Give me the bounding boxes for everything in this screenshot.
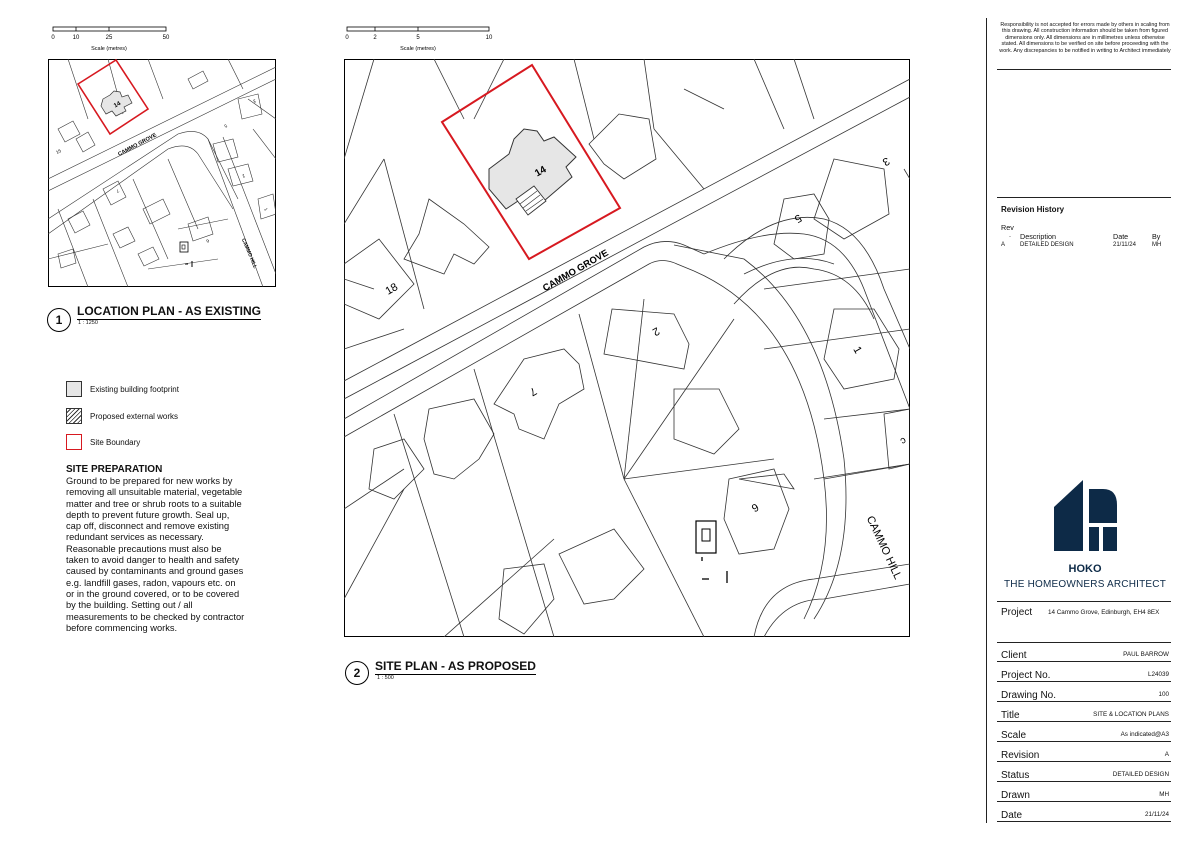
field-label: Title	[1001, 710, 1020, 721]
revision-row-description: DETAILED DESIGN	[1020, 242, 1074, 248]
location-plan-title: LOCATION PLAN - AS EXISTING	[77, 304, 262, 318]
scale-tick: 50	[162, 35, 170, 41]
field-row-drawn	[997, 782, 1171, 802]
field-value: PAUL BARROW	[1123, 651, 1169, 658]
map-label-number: 15	[55, 148, 62, 155]
location-scale-bar	[50, 26, 172, 52]
view-number-1	[47, 308, 71, 332]
field-row-client	[997, 642, 1171, 662]
notes-body: Ground to be prepared for new works by removing all unsuitable material, vegetable matter and tree or shrub roots to a suitable depth to prevent future growth. Seal up, cap off, disconnect and remove existing redundant services as necessary. Reasonable precautions must also be taken to avoid danger to health and safety caused by contaminants and ground gases e.g. landfill gases, radon, vapours etc. on or in the ground covered, or to be covered by the building. Setting out / all measurements to be checked by contractor before commencing works.	[66, 476, 245, 633]
field-row-revision	[997, 742, 1171, 762]
field-value: SITE & LOCATION PLANS	[1093, 711, 1169, 718]
revision-row-rev: A	[1001, 242, 1006, 248]
revision-row-date: 21/11/24	[1113, 242, 1136, 248]
site-plan-drawing	[344, 59, 910, 637]
scale-tick: 10	[485, 35, 493, 41]
divider	[997, 69, 1171, 70]
scale-title: Scale (metres)	[400, 46, 436, 52]
revision-header-date: Date	[1113, 232, 1129, 241]
revision-rev-label: Rev	[1001, 223, 1014, 232]
field-label: Revision	[1001, 750, 1040, 761]
map-label-number: 6	[205, 238, 210, 244]
field-value: 21/11/24	[1144, 811, 1169, 818]
scale-tick: 0	[51, 35, 55, 41]
scale-title: Scale (metres)	[91, 46, 127, 52]
map-label-number: 2	[650, 324, 662, 338]
field-label: Client	[1001, 650, 1027, 661]
location-plan-drawing	[48, 59, 276, 287]
legend-label: Existing building footprint	[90, 384, 179, 394]
field-label: Status	[1001, 770, 1030, 781]
field-label: Drawing No.	[1001, 690, 1057, 701]
scale-tick: 2	[373, 35, 377, 41]
legend-item-proposed	[66, 408, 178, 424]
proposed-works-swatch	[66, 408, 82, 424]
revision-dot: .	[1009, 230, 1011, 239]
legend-item-existing	[66, 381, 179, 397]
project-label: Project	[1001, 607, 1033, 618]
map-label-number: 2	[241, 173, 246, 179]
view-number-2	[345, 661, 369, 685]
field-value: As indicated@A3	[1120, 731, 1169, 738]
revision-row-by: MH	[1152, 242, 1162, 248]
scale-tick: 5	[416, 35, 420, 41]
field-value: DETAILED DESIGN	[1112, 771, 1169, 778]
revision-history-title: Revision History	[1001, 205, 1065, 214]
scale-tick: 0	[345, 35, 349, 41]
map-label-road-hill: CAMMO HILL	[239, 237, 258, 270]
divider	[997, 197, 1171, 198]
notes-heading: SITE PREPARATION	[66, 464, 163, 475]
map-label-number: 3	[252, 98, 257, 104]
title-block-fields	[997, 642, 1171, 822]
project-value: 14 Cammo Grove, Edinburgh, EH4 8EX	[1048, 609, 1160, 616]
view-number: 1	[55, 313, 63, 327]
map-label-plot: 14	[533, 164, 549, 180]
location-plan-map	[48, 59, 276, 287]
location-scale-bar-graphic	[50, 26, 172, 52]
house-logo-icon	[1053, 477, 1119, 552]
scale-tick: 25	[105, 35, 113, 41]
site-plan-title: SITE PLAN - AS PROPOSED	[375, 659, 536, 673]
map-label-number: 6	[749, 500, 761, 514]
site-plan-map	[344, 59, 910, 637]
legend-item-boundary	[66, 434, 140, 450]
field-row-project-no	[997, 662, 1171, 682]
title-block-border	[986, 18, 987, 823]
field-row-status	[997, 762, 1171, 782]
field-label: Project No.	[1001, 670, 1051, 681]
scale-tick: 10	[72, 35, 80, 41]
field-label: Date	[1001, 810, 1023, 821]
brand-name: HOKO	[1068, 563, 1102, 575]
field-value: MH	[1159, 791, 1169, 798]
field-value: A	[1164, 751, 1169, 758]
legend-label: Proposed external works	[90, 411, 179, 421]
map-label-number: 3	[880, 154, 892, 168]
map-label-number: 7	[527, 384, 539, 398]
revision-header-by: By	[1152, 232, 1161, 241]
field-row-date	[997, 802, 1171, 822]
map-label-number: 5	[223, 123, 228, 129]
map-label-edge: c	[898, 434, 908, 447]
site-boundary-swatch	[66, 434, 82, 450]
field-label: Drawn	[1001, 790, 1030, 801]
disclaimer-text: Responsibility is not accepted for errors made by others in scaling from this drawing. All construction information should be taken from figured dimensions only. All dimensions are in millimetres unless otherwise stated. All dimensions to be verified on site before proceeding with the work. Any discrepancies to be notified in writing to Architect immediately	[999, 22, 1171, 54]
site-scale-bar-graphic	[344, 26, 494, 52]
map-label-number: 7	[115, 188, 120, 194]
field-value: 100	[1158, 691, 1169, 698]
revision-header-description: Description	[1020, 232, 1056, 241]
site-scale-bar	[344, 26, 494, 52]
brand-tagline: THE HOMEOWNERS ARCHITECT	[1003, 579, 1167, 590]
map-label-road-hill: CAMMO HILL	[863, 514, 904, 582]
field-label: Scale	[1001, 730, 1027, 741]
map-label-road-grove: CAMMO GROVE	[117, 132, 158, 158]
field-row-drawing-no	[997, 682, 1171, 702]
map-label-road-grove: CAMMO GROVE	[541, 247, 611, 295]
map-label-number: 1	[263, 207, 269, 212]
site-plan-scale: 1 : 500	[377, 675, 394, 681]
location-plan-scale: 1 : 1250	[78, 320, 98, 326]
map-label-number: 18	[383, 281, 401, 298]
legend-label: Site Boundary	[90, 437, 141, 447]
map-label-number: 5	[792, 211, 804, 225]
field-row-title	[997, 702, 1171, 722]
field-value: L24039	[1147, 671, 1169, 678]
view-number: 2	[353, 666, 361, 680]
field-row-scale	[997, 722, 1171, 742]
map-label-plot: 14	[113, 100, 122, 110]
map-label-number: 1	[850, 344, 864, 356]
existing-footprint-swatch	[66, 381, 82, 397]
divider	[997, 601, 1171, 602]
